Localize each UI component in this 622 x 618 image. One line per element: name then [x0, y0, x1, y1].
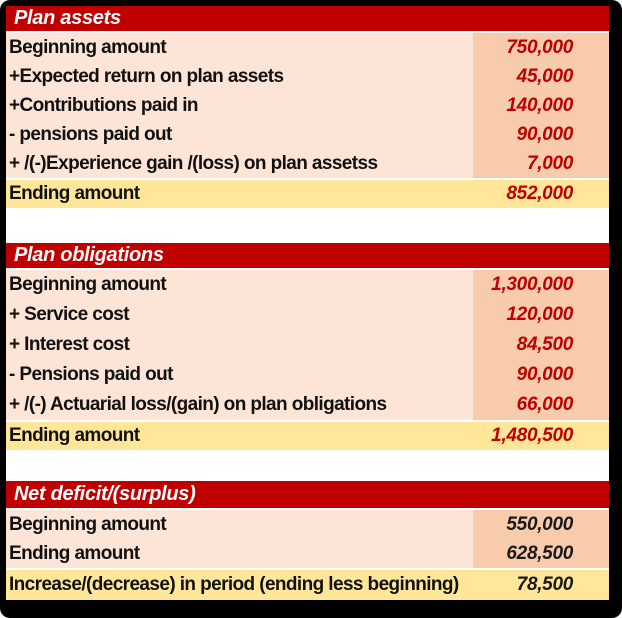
table-row — [6, 62, 609, 91]
plan-obligations-section — [6, 243, 609, 450]
row-value: 1,300,000 — [473, 270, 609, 300]
table-row — [6, 300, 609, 330]
section-title: Plan assets — [6, 6, 609, 33]
table-row — [6, 330, 609, 360]
row-label: +Contributions paid in — [6, 91, 473, 120]
section-title: Net deficit/(surplus) — [6, 481, 609, 510]
total-value: 852,000 — [506, 183, 573, 204]
total-value: 1,480,500 — [491, 425, 573, 446]
row-value: 90,000 — [473, 360, 609, 390]
table-row — [6, 91, 609, 120]
table-row — [6, 120, 609, 149]
row-value: 550,000 — [473, 510, 609, 539]
row-label: + /(-) Actuarial loss/(gain) on plan obligations — [6, 390, 473, 420]
row-value: 120,000 — [473, 300, 609, 330]
row-label: +Expected return on plan assets — [6, 62, 473, 91]
row-value: 66,000 — [473, 390, 609, 420]
total-value: 78,500 — [516, 574, 573, 595]
row-label: Beginning amount — [6, 33, 473, 62]
row-value: 140,000 — [473, 91, 609, 120]
row-value: 90,000 — [473, 120, 609, 149]
section-divider — [6, 208, 609, 243]
table-row — [6, 270, 609, 300]
row-label: - pensions paid out — [6, 120, 473, 149]
total-label: Ending amount — [9, 425, 140, 446]
table-row — [6, 539, 609, 568]
total-row — [6, 420, 609, 450]
total-row — [6, 178, 609, 208]
table-row — [6, 149, 609, 178]
row-value: 628,500 — [473, 539, 609, 568]
total-label: Ending amount — [9, 183, 140, 204]
row-label: + Service cost — [6, 300, 473, 330]
row-label: - Pensions paid out — [6, 360, 473, 390]
table-row — [6, 360, 609, 390]
section-title: Plan obligations — [6, 243, 609, 270]
table-row — [6, 390, 609, 420]
row-label: + /(-)Experience gain /(loss) on plan assetss — [6, 149, 473, 178]
net-deficit-section — [6, 481, 609, 600]
plan-assets-section — [6, 6, 609, 208]
total-label: Increase/(decrease) in period (ending less beginning) — [9, 574, 459, 595]
table-row — [6, 510, 609, 539]
table-row — [6, 33, 609, 62]
row-value: 84,500 — [473, 330, 609, 360]
row-label: Beginning amount — [6, 510, 473, 539]
total-row — [6, 568, 609, 600]
row-value: 750,000 — [473, 33, 609, 62]
pension-tables — [6, 6, 609, 600]
row-label: Ending amount — [6, 539, 473, 568]
section-divider — [6, 450, 609, 481]
row-value: 7,000 — [473, 149, 609, 178]
row-label: Beginning amount — [6, 270, 473, 300]
row-label: + Interest cost — [6, 330, 473, 360]
row-value: 45,000 — [473, 62, 609, 91]
